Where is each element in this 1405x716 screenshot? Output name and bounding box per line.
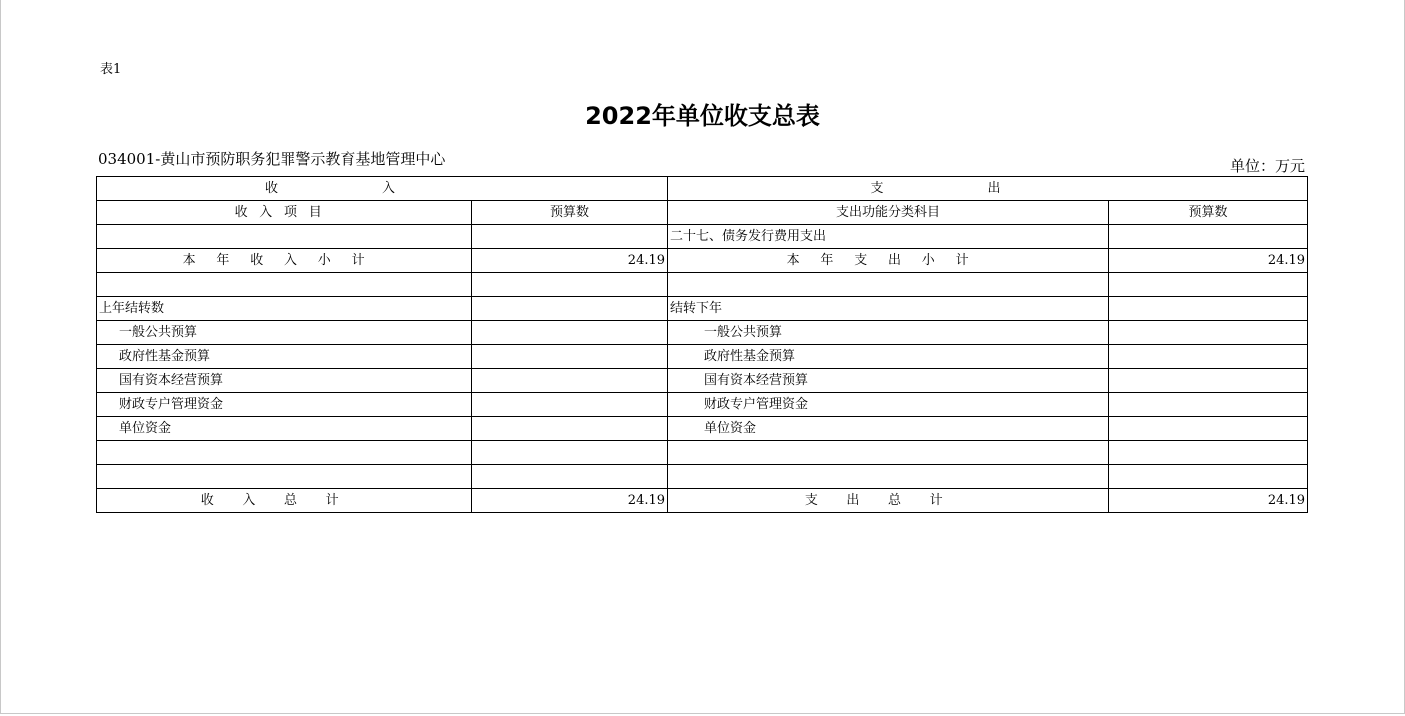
income-item-header: 收入项目 [97, 201, 472, 225]
table-cell [1109, 417, 1308, 441]
table-row [97, 249, 1308, 273]
table-row [97, 321, 1308, 345]
table-cell [1109, 297, 1308, 321]
income-general-budget: 一般公共预算 [97, 321, 472, 345]
table-cell [472, 417, 668, 441]
income-total-label: 收入总计 [97, 489, 472, 513]
expense-total-value: 24.19 [1109, 489, 1308, 513]
expense-section-header: 支出 [668, 177, 1308, 201]
income-subtotal-value: 24.19 [472, 249, 668, 273]
income-section-header: 收入 [97, 177, 668, 201]
income-unit-fund: 单位资金 [97, 417, 472, 441]
table-row [97, 393, 1308, 417]
income-gov-fund: 政府性基金预算 [97, 345, 472, 369]
table-cell [472, 465, 668, 489]
income-state-capital: 国有资本经营预算 [97, 369, 472, 393]
table-cell [668, 441, 1109, 465]
expense-item-header: 支出功能分类科目 [668, 201, 1109, 225]
table-row [97, 369, 1308, 393]
expense-subtotal-label: 本年支出小计 [668, 249, 1109, 273]
income-total-value: 24.19 [472, 489, 668, 513]
expense-budget-header: 预算数 [1109, 201, 1308, 225]
carry-in-label: 上年结转数 [97, 297, 472, 321]
expense-state-capital: 国有资本经营预算 [668, 369, 1109, 393]
budget-summary-table [96, 176, 1308, 513]
table-cell [97, 441, 472, 465]
table-cell [97, 225, 472, 249]
table-row [97, 465, 1308, 489]
table-cell [472, 225, 668, 249]
table-row [97, 297, 1308, 321]
table-cell [1109, 273, 1308, 297]
expense-gov-fund: 政府性基金预算 [668, 345, 1109, 369]
table-cell [97, 273, 472, 297]
income-fiscal-special: 财政专户管理资金 [97, 393, 472, 417]
table-cell [1109, 225, 1308, 249]
table-row [97, 273, 1308, 297]
income-budget-header: 预算数 [472, 201, 668, 225]
currency-unit-label: 单位：万元 [1229, 157, 1305, 175]
carry-out-label: 结转下年 [668, 297, 1109, 321]
unit-name: 034001-黄山市预防职务犯罪警示教育基地管理中心 [98, 150, 446, 168]
table-cell [472, 369, 668, 393]
table-row [97, 345, 1308, 369]
expense-total-label: 支出总计 [668, 489, 1109, 513]
table-row [97, 441, 1308, 465]
table-cell [472, 297, 668, 321]
table-cell [1109, 441, 1308, 465]
table-row [97, 201, 1308, 225]
table-cell [472, 393, 668, 417]
table-number: 表1 [100, 62, 122, 77]
table-cell [97, 465, 472, 489]
table-cell [668, 465, 1109, 489]
table-cell [472, 345, 668, 369]
expense-item-cell: 二十七、债务发行费用支出 [668, 225, 1109, 249]
expense-fiscal-special: 财政专户管理资金 [668, 393, 1109, 417]
table-cell [1109, 321, 1308, 345]
table-cell [1109, 345, 1308, 369]
table-row [97, 177, 1308, 201]
page-title: 2022年单位收支总表 [585, 102, 820, 130]
table-cell [472, 273, 668, 297]
table-row [97, 489, 1308, 513]
table-cell [472, 321, 668, 345]
table-row [97, 417, 1308, 441]
table-row [97, 225, 1308, 249]
expense-unit-fund: 单位资金 [668, 417, 1109, 441]
table-cell [1109, 465, 1308, 489]
table-cell [1109, 393, 1308, 417]
table-cell [472, 441, 668, 465]
table-cell [668, 273, 1109, 297]
expense-subtotal-value: 24.19 [1109, 249, 1308, 273]
table-cell [1109, 369, 1308, 393]
expense-general-budget: 一般公共预算 [668, 321, 1109, 345]
income-subtotal-label: 本年收入小计 [97, 249, 472, 273]
